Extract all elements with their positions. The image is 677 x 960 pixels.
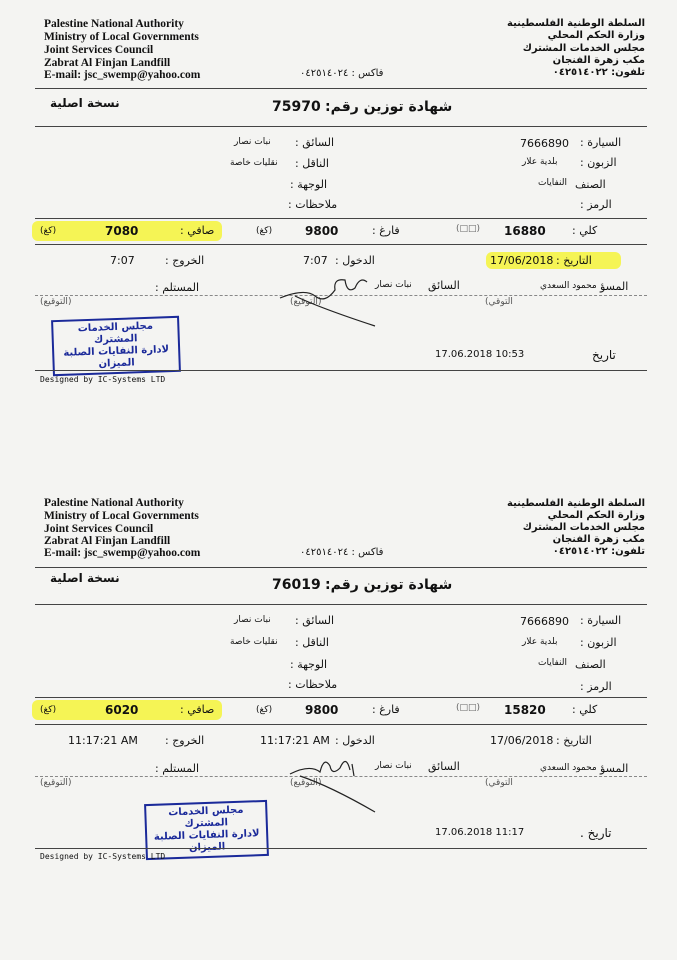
receiver-sign-label: (التوقيع) xyxy=(40,297,72,307)
header-rule xyxy=(35,567,647,568)
empty-kg: (كغ) xyxy=(256,226,273,236)
responsible-value: محمود السعدي xyxy=(540,281,597,291)
timestamp: 17.06.2018 10:53 xyxy=(435,349,525,360)
designed-by: Designed by IC-Systems LTD xyxy=(40,375,166,384)
customer-label: الزبون : xyxy=(580,636,617,649)
stamp-line-1: مجلس الخدمات المشترك xyxy=(168,804,244,830)
carrier-label: الناقل : xyxy=(295,636,329,649)
weights-top-rule xyxy=(35,697,647,698)
weighing-ticket-1 xyxy=(0,0,677,470)
driver2-label: السائق xyxy=(428,760,460,773)
empty-value: 9800 xyxy=(305,224,339,238)
designed-by: Designed by IC-Systems LTD xyxy=(40,852,166,861)
empty-kg: (كغ) xyxy=(256,705,273,715)
certificate-number: 76019 xyxy=(272,577,321,593)
entry-label: الدخول : xyxy=(335,734,375,747)
entry-value: 11:17:21 AM xyxy=(260,734,330,747)
driver-value: نبات نصار xyxy=(234,615,271,625)
empty-value: 9800 xyxy=(305,703,339,717)
exit-value: 11:17:21 AM xyxy=(68,734,138,747)
responsible-sign-label: (التوقي xyxy=(485,778,513,788)
header-en-line-4: Zabrat Al Finjan Landfill xyxy=(44,57,171,69)
driver-sign-label: (التوقيع) xyxy=(290,297,322,307)
net-label: صافي : xyxy=(180,224,215,237)
header-ar-line-1: السلطة الوطنية الفلسطينية xyxy=(507,18,645,29)
carrier-value: نقليات خاصة xyxy=(230,637,278,647)
date-value: 17/06/2018 xyxy=(490,734,554,747)
exit-label: الخروج : xyxy=(165,254,205,267)
total-mark: (□□) xyxy=(456,703,481,713)
carrier-label: الناقل : xyxy=(295,157,329,170)
date-value: 17/06/2018 xyxy=(490,254,554,267)
net-value: 6020 xyxy=(105,703,139,717)
category-label: الصنف xyxy=(575,658,606,671)
category-value: النفايات xyxy=(538,178,567,188)
entry-value: 7:07 xyxy=(303,254,328,267)
header-ar-line-1: السلطة الوطنية الفلسطينية xyxy=(507,498,645,509)
net-label: صافي : xyxy=(180,703,215,716)
empty-label: فارغ : xyxy=(372,224,400,237)
code-label: الرمز : xyxy=(580,680,612,693)
weights-top-rule xyxy=(35,218,647,219)
responsible-label: المسؤ xyxy=(600,762,629,775)
driver-signature xyxy=(275,268,385,328)
responsible-sign-label: (التوقي xyxy=(485,297,513,307)
header-en-line-1: Palestine National Authority xyxy=(44,18,184,30)
customer-value: بلدية علار xyxy=(522,157,558,167)
total-label: كلي : xyxy=(572,224,598,237)
weights-bottom-rule xyxy=(35,724,647,725)
header-en-line-2: Ministry of Local Governments xyxy=(44,31,199,43)
driver2-value: نبات نصار xyxy=(375,761,412,771)
certificate-number: 75970 xyxy=(272,99,321,115)
vehicle-value: 7666890 xyxy=(520,615,569,628)
receiver-sign-label: (التوقيع) xyxy=(40,778,72,788)
total-value: 16880 xyxy=(504,224,546,238)
timestamp: 17.06.2018 11:17 xyxy=(435,827,525,838)
date-label: التاريخ : xyxy=(556,734,592,747)
email: E-mail: jsc_swemp@yahoo.com xyxy=(44,547,201,559)
phone: تلفون: ٠٤٢٥١٤٠٢٢ xyxy=(552,546,645,557)
category-label: الصنف xyxy=(575,178,606,191)
original-copy: نسخة اصلية xyxy=(50,571,120,585)
header-en-line-3: Joint Services Council xyxy=(44,523,154,535)
vehicle-label: السيارة : xyxy=(580,614,622,627)
certificate-title: شهادة توزين رقم: xyxy=(325,99,453,115)
driver2-value: نبات نصار xyxy=(375,280,412,290)
header-rule xyxy=(35,88,647,89)
total-label: كلي : xyxy=(572,703,598,716)
date-label: التاريخ : xyxy=(556,254,592,267)
original-copy: نسخة اصلية xyxy=(50,96,120,110)
driver-label: السائق : xyxy=(295,614,335,627)
stamp-line-2: لادارة النفايات الصلبة xyxy=(153,828,260,843)
title-rule xyxy=(35,604,647,605)
date2-label: تاريخ xyxy=(592,348,616,362)
category-value: النفايات xyxy=(538,658,567,668)
fax: فاكس : ٠٤٢٥١٤٠٢٤ xyxy=(300,547,384,558)
driver-value: نبات نصار xyxy=(234,137,271,147)
entry-label: الدخول : xyxy=(335,254,375,267)
fax: فاكس : ٠٤٢٥١٤٠٢٤ xyxy=(300,68,384,79)
stamp-line-3: الميزان xyxy=(188,841,226,854)
header-ar-line-2: وزارة الحكم المحلي xyxy=(547,30,645,41)
stamp-line-2: لادارة النفايات الصلبة xyxy=(63,344,170,359)
exit-label: الخروج : xyxy=(165,734,205,747)
receiver-label: المستلم : xyxy=(155,762,200,775)
total-mark: (□□) xyxy=(456,224,481,234)
vehicle-label: السيارة : xyxy=(580,136,622,149)
customer-value: بلدية علار xyxy=(522,637,558,647)
total-value: 15820 xyxy=(504,703,546,717)
stamp-line-3: الميزان xyxy=(98,357,135,370)
header-en-line-1: Palestine National Authority xyxy=(44,497,184,509)
footer-rule xyxy=(35,848,647,849)
header-ar-line-2: وزارة الحكم المحلي xyxy=(547,510,645,521)
driver2-label: السائق xyxy=(428,279,460,292)
header-en-line-4: Zabrat Al Finjan Landfill xyxy=(44,535,171,547)
responsible-label: المسؤ xyxy=(600,280,629,293)
title-rule xyxy=(35,126,647,127)
weighing-ticket-2 xyxy=(0,478,677,948)
receiver-label: المستلم : xyxy=(155,281,200,294)
weights-bottom-rule xyxy=(35,244,647,245)
email: E-mail: jsc_swemp@yahoo.com xyxy=(44,69,201,81)
empty-label: فارغ : xyxy=(372,703,400,716)
responsible-value: محمود السعدي xyxy=(540,763,597,773)
header-ar-line-3: مجلس الخدمات المشترك xyxy=(522,43,645,54)
customer-label: الزبون : xyxy=(580,156,617,169)
driver-label: السائق : xyxy=(295,136,335,149)
certificate-title: شهادة توزين رقم: xyxy=(325,577,453,593)
driver-signature xyxy=(280,746,390,816)
header-ar-line-3: مجلس الخدمات المشترك xyxy=(522,522,645,533)
notes-label: ملاحظات : xyxy=(288,198,338,211)
net-kg: (كغ) xyxy=(40,226,57,236)
code-label: الرمز : xyxy=(580,198,612,211)
net-kg: (كغ) xyxy=(40,705,57,715)
phone: تلفون: ٠٤٢٥١٤٠٢٢ xyxy=(552,67,645,78)
stamp-line-1: مجلس الخدمات المشترك xyxy=(77,320,154,346)
date2-label: تاريخ . xyxy=(580,826,612,840)
driver-sign-label: (التوقيع) xyxy=(290,778,322,788)
header-ar-line-4: مكب زهرة الفنجان xyxy=(552,534,645,545)
net-value: 7080 xyxy=(105,224,139,238)
header-en-line-2: Ministry of Local Governments xyxy=(44,510,199,522)
carrier-value: نقليات خاصة xyxy=(230,158,278,168)
destination-label: الوجهة : xyxy=(290,658,328,671)
council-stamp xyxy=(51,316,181,376)
destination-label: الوجهة : xyxy=(290,178,328,191)
footer-rule xyxy=(35,370,647,371)
notes-label: ملاحظات : xyxy=(288,678,338,691)
header-en-line-3: Joint Services Council xyxy=(44,44,154,56)
header-ar-line-4: مكب زهرة الفنجان xyxy=(552,55,645,66)
exit-value: 7:07 xyxy=(110,254,135,267)
vehicle-value: 7666890 xyxy=(520,137,569,150)
